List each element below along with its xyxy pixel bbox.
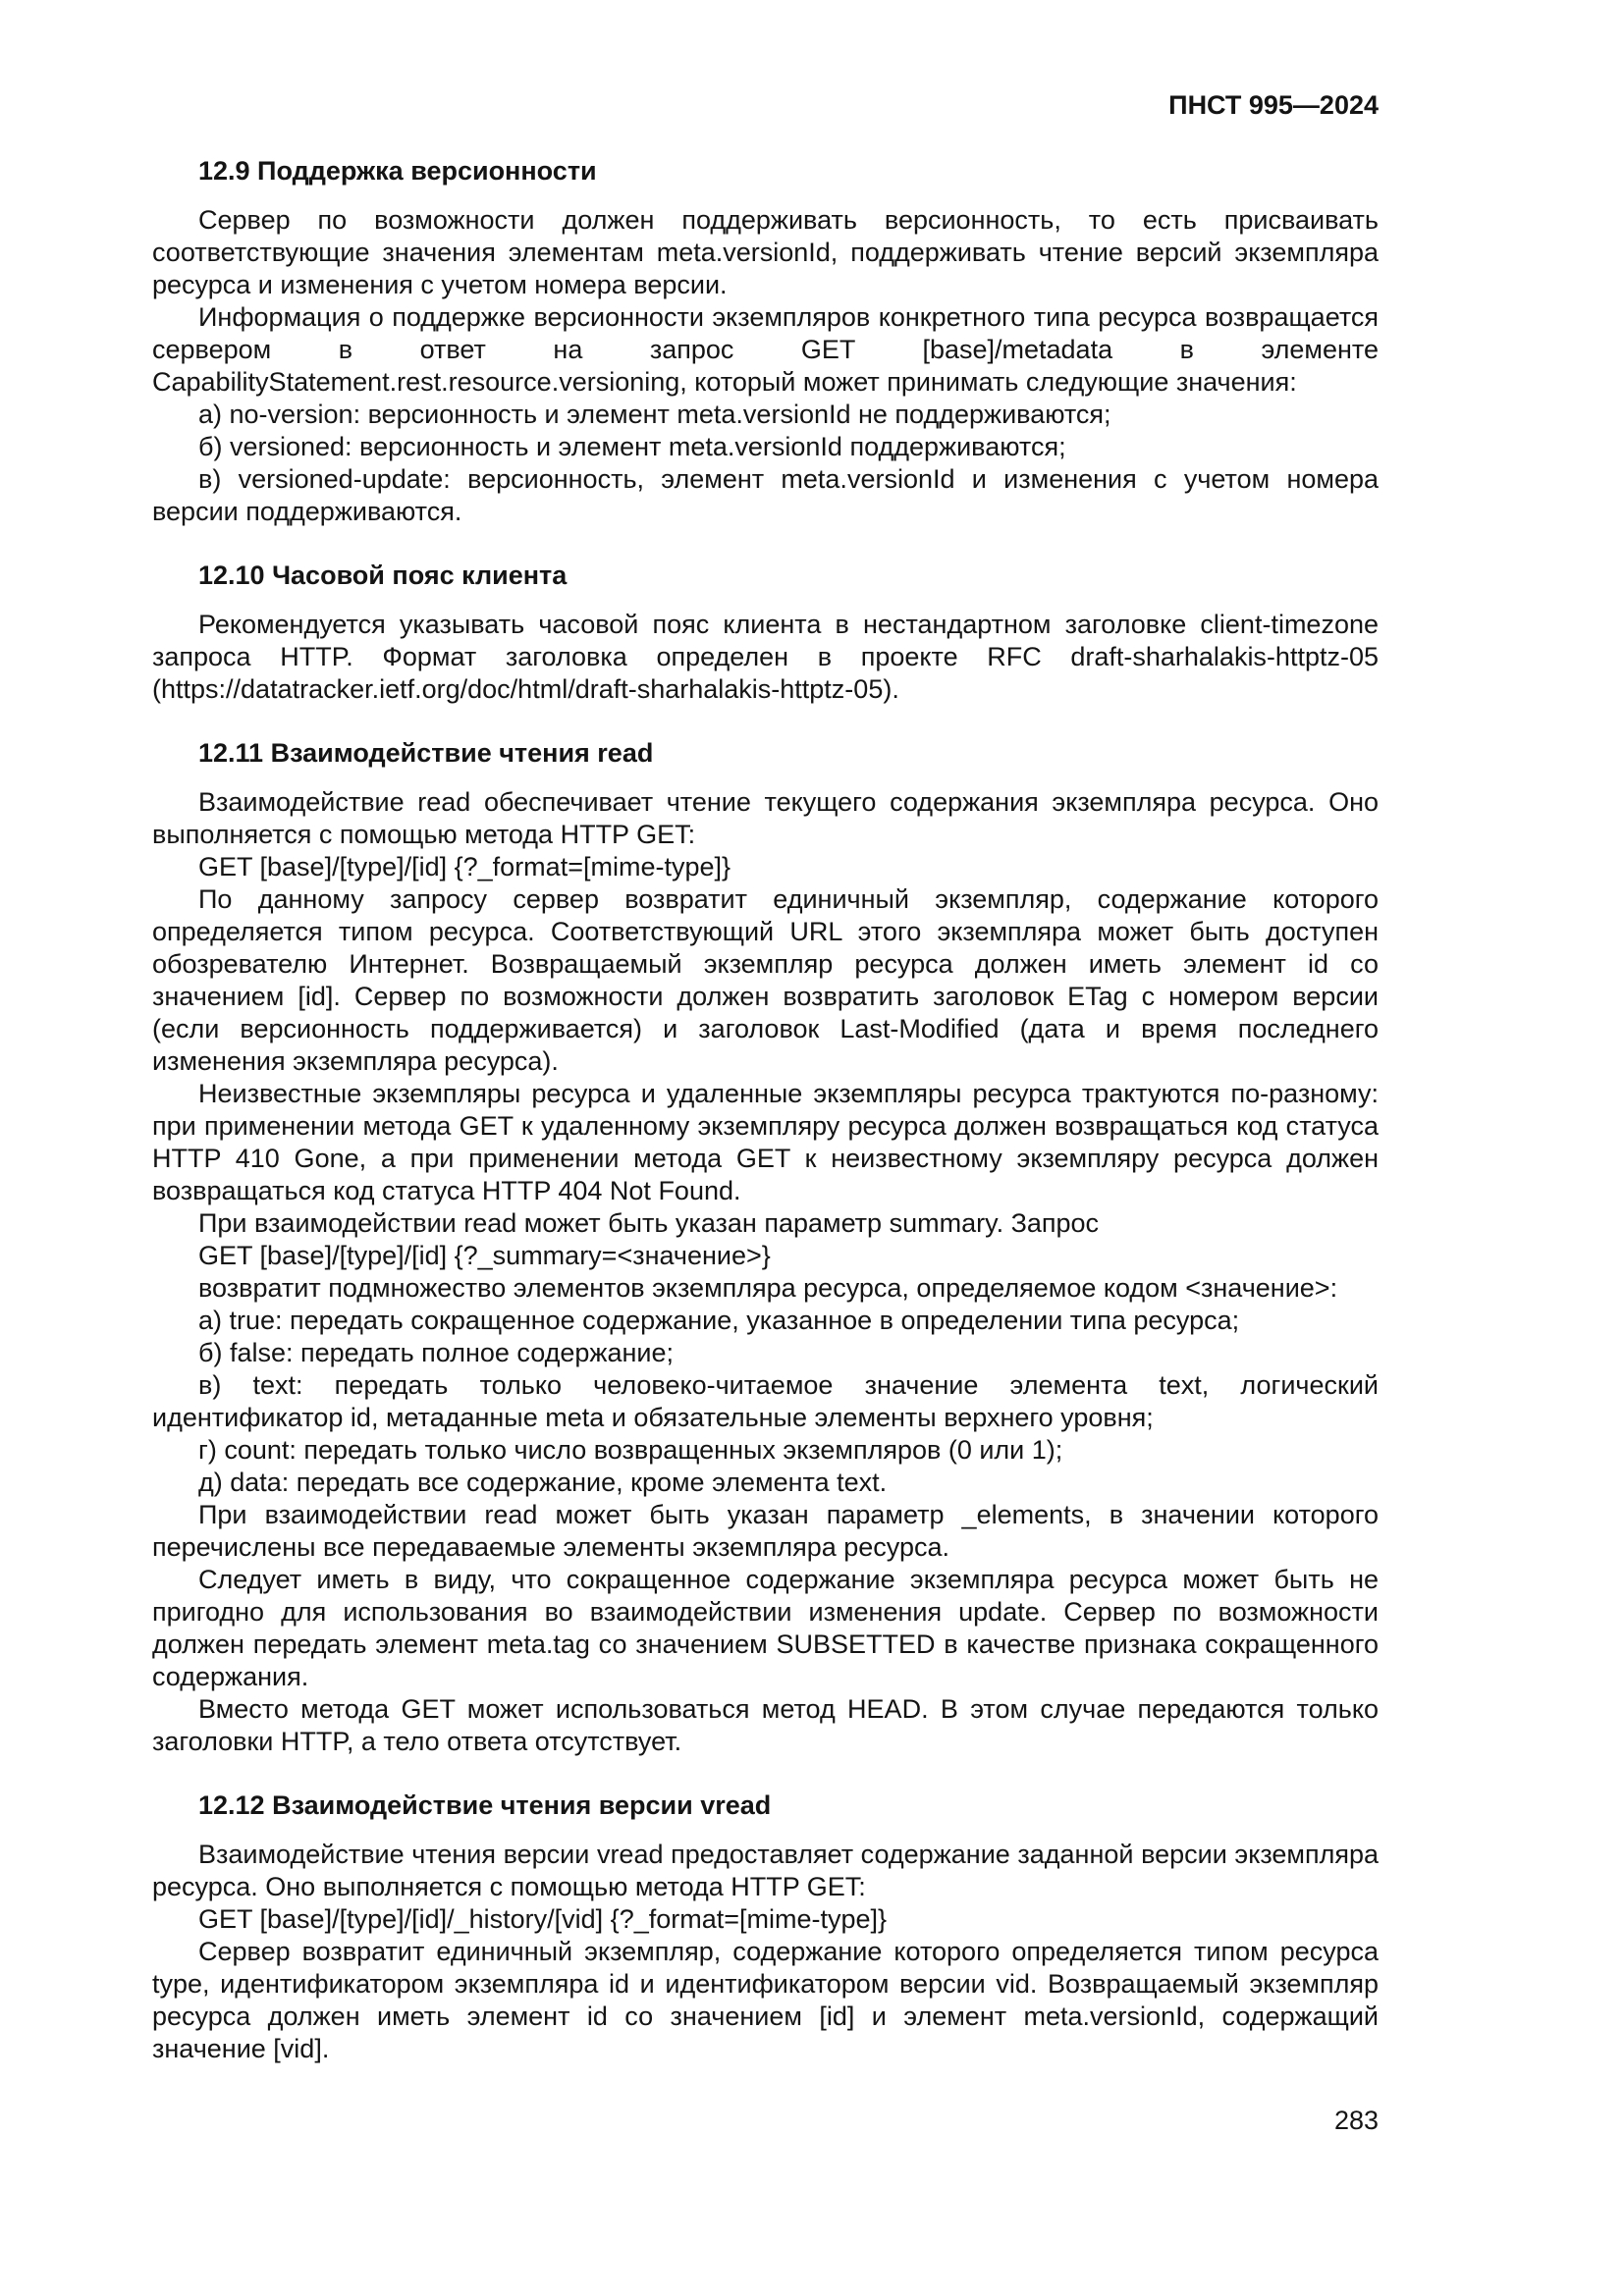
paragraph: Рекомендуется указывать часовой пояс клиента в нестандартном заголовке client-timezone запроса HTTP. Формат заголовка определен в проекте RFC draft-sharhalakis-httptz-05 (https://datatracker.ietf.org/doc/html/draft-sharhalakis-httptz-05). <box>152 610 1379 704</box>
paragraph: При взаимодействии read может быть указан параметр summary. Запрос <box>198 1208 1100 1238</box>
section-heading: 12.10 Часовой пояс клиента <box>198 561 568 590</box>
section-12-12 <box>152 1789 1379 2065</box>
paragraph: д) data: передать все содержание, кроме элемента text. <box>198 1468 888 1497</box>
http-request-line: GET [base]/[type]/[id]/_history/[vid] {?_format=[mime-type]} <box>198 1904 888 1934</box>
paragraph: в) text: передать только человеко-читаемое значение элемента text, логический идентификатор id, метаданные meta и обязательные элементы верхнего уровня; <box>152 1370 1379 1432</box>
section-12-11 <box>152 737 1379 1758</box>
paragraph: Вместо метода GET может использоваться метод HEAD. В этом случае передаются только заголовки HTTP, а тело ответа отсутствует. <box>152 1694 1379 1756</box>
paragraph: в) versioned-update: версионность, элемент meta.versionId и изменения с учетом номера версии поддерживаются. <box>152 464 1379 526</box>
section-heading: 12.12 Взаимодействие чтения версии vread <box>198 1790 772 1820</box>
paragraph: Сервер по возможности должен поддерживать версионность, то есть присваивать соответствующие значения элементам meta.versionId, поддерживать чтение версий экземпляра ресурса и изменения с учетом номера версии. <box>152 205 1379 299</box>
page-footer <box>152 2105 1379 2137</box>
paragraph: а) true: передать сокращенное содержание, указанное в определении типа ресурса; <box>198 1306 1240 1335</box>
section-12-9 <box>152 155 1379 528</box>
paragraph: Взаимодействие read обеспечивает чтение текущего содержания экземпляра ресурса. Оно выполняется с помощью метода HTTP GET: <box>152 787 1379 849</box>
paragraph: возвратит подмножество элементов экземпляра ресурса, определяемое кодом <значение>: <box>198 1273 1338 1303</box>
section-heading: 12.9 Поддержка версионности <box>198 156 597 186</box>
http-request-line: GET [base]/[type]/[id] {?_format=[mime-type]} <box>198 852 731 881</box>
section-heading: 12.11 Взаимодействие чтения read <box>198 738 654 768</box>
paragraph: б) false: передать полное содержание; <box>198 1338 675 1367</box>
page-header <box>152 90 1379 120</box>
paragraph: При взаимодействии read может быть указан параметр _elements, в значении которого перечислены все передаваемые элементы экземпляра ресурса. <box>152 1500 1379 1562</box>
paragraph: г) count: передать только число возвращенных экземпляров (0 или 1); <box>198 1435 1063 1465</box>
paragraph: Сервер возвратит единичный экземпляр, содержание которого определяется типом ресурса type, идентификатором экземпляра id и идентификатором версии vid. Возвращаемый экземпляр ресурса должен иметь элемент id со значением [id] и элемент meta.versionId, содержащий значение [vid]. <box>152 1937 1379 2063</box>
paragraph: б) versioned: версионность и элемент meta.versionId поддерживаются; <box>198 432 1066 461</box>
paragraph: Информация о поддержке версионности экземпляров конкретного типа ресурса возвращается сервером в ответ на запрос GET [base]/metadata в элементе CapabilityStatement.rest.resource.versioning, который может принимать следующие значения: <box>152 302 1379 397</box>
paragraph: Следует иметь в виду, что сокращенное содержание экземпляра ресурса может быть не пригодно для использования во взаимодействии изменения update. Сервер по возможности должен передать элемент meta.tag со значением SUBSETTED в качестве признака сокращенного содержания. <box>152 1565 1379 1691</box>
paragraph: Взаимодействие чтения версии vread предоставляет содержание заданной версии экземпляра ресурса. Оно выполняется с помощью метода HTTP GET: <box>152 1840 1379 1901</box>
document-code: ПНСТ 995—2024 <box>1168 90 1379 120</box>
paragraph: а) no-version: версионность и элемент meta.versionId не поддерживаются; <box>198 400 1111 429</box>
page-number: 283 <box>1333 2106 1379 2135</box>
paragraph: По данному запросу сервер возвратит единичный экземпляр, содержание которого определяется типом ресурса. Соответствующий URL этого экземпляра может быть доступен обозревателю Интернет. Возвращаемый экземпляр ресурса должен иметь элемент id со значением [id]. Сервер по возможности должен возвратить заголовок ETag с номером версии (если версионность поддерживается) и заголовок Last-Modified (дата и время последнего изменения экземпляра ресурса). <box>152 884 1379 1076</box>
http-request-line: GET [base]/[type]/[id] {?_summary=<значение>} <box>198 1241 771 1270</box>
document-content <box>152 155 1379 2065</box>
paragraph: Неизвестные экземпляры ресурса и удаленные экземпляры ресурса трактуются по-разному: при применении метода GET к удаленному экземпляру ресурса должен возвращаться код статуса HTTP 410 Gone, а при применении метода GET к неизвестному экземпляру ресурса должен возвращаться код статуса HTTP 404 Not Found. <box>152 1079 1379 1205</box>
section-12-10 <box>152 560 1379 706</box>
